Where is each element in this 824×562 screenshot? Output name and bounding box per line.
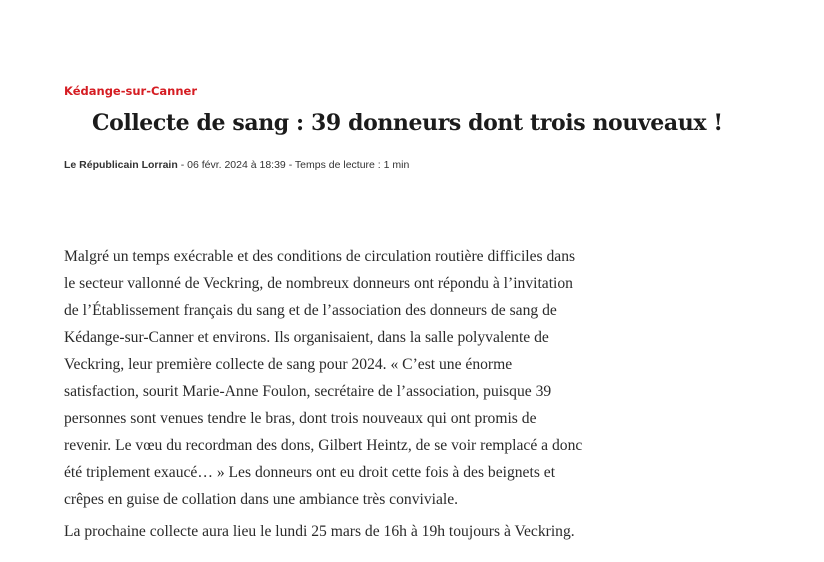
body-line: été triplement exaucé… » Les donneurs ont eu droit cette fois à des beignets et [64,464,556,481]
body-line: Kédange-sur-Canner et environs. Ils organisaient, dans la salle polyvalente de [64,329,549,346]
article-body [64,243,624,513]
body-line: personnes sont venues tendre le bras, dont trois nouveaux qui ont promis de [64,410,537,427]
article-byline [64,159,409,171]
article-kicker-location[interactable]: Kédange-sur-Canner [64,84,198,98]
article-title: Collecte de sang : 39 donneurs dont trois nouveaux ! [92,110,723,136]
body-line: Veckring, leur première collecte de sang pour 2024. « C’est une énorme [64,356,513,373]
body-line: Malgré un temps exécrable et des conditions de circulation routière difficiles dans [64,248,576,265]
body-line: satisfaction, sourit Marie-Anne Foulon, secrétaire de l’association, puisque 39 [64,383,552,400]
body-line: de l’Établissement français du sang et de l’association des donneurs de sang de [64,302,557,319]
byline-source: Le Républicain Lorrain [64,159,178,171]
body-line: le secteur vallonné de Veckring, de nombreux donneurs ont répondu à l’invitation [64,275,573,292]
article-paragraph-next-collection: La prochaine collecte aura lieu le lundi 25 mars de 16h à 19h toujours à Veckring. [64,523,575,540]
body-line: crêpes en guise de collation dans une ambiance très conviviale. [64,491,459,508]
byline-details: - 06 févr. 2024 à 18:39 - Temps de lecture : 1 min [177,159,410,171]
body-line: revenir. Le vœu du recordman des dons, Gilbert Heintz, de se voir remplacé a donc [64,437,583,454]
